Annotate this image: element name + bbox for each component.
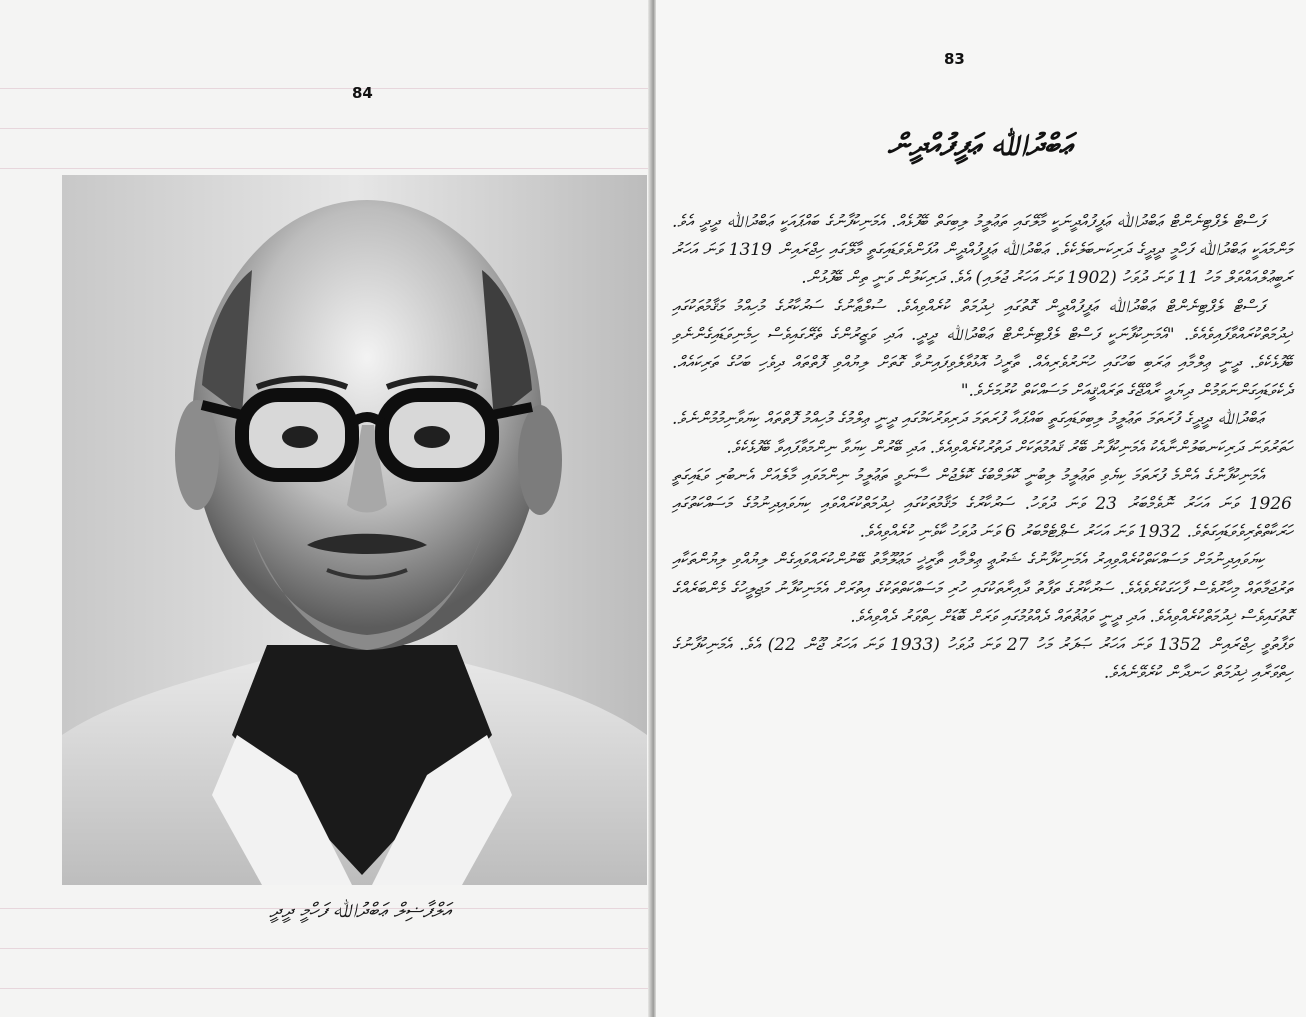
paragraph-5: ކިޔަވައިދިނުމަށް މަސައްކަތްކުރެއްވިއިރު އެމަނިކުފާނުގެ ޝަރުޢީ ޢިލްމާއި ތާރީޚީ މަޢުލޫމާތު ބޭނުންކުރައްވައިގެން ލިޔުއްވި ލިޔުންތަކާއި ތަރުޖަމާތައް މިހާރުވެސް ފާހަގަކުރެވެއެވެ. ސަރުކާރުގެ ތަފާތު ދާއިރާތަކުގައި ހުރި މަސައްކަތްތަކުގެ އިތުރަށް އެމަނިކުފާނު މަޖިލީހުގެ މެންބަރެއްގެ ގޮތުގައިވެސް ޚިދުމަތްކުރެއްވިއެވެ. އަދި ދީނީ ވަޢުޡުތައް ދެއްވުމުގައި ވަރަށް ބޮޑަށް ހިތްވަރު ދެއްވިއެވެ. [672,550,1292,627]
paragraph-4: އެމަނިކުފާނުގެ އެންމެ ފުރަތަމަ ކިޔެވި ތަޢުލީމު ލިބުނީ ކޮލަމްބުގެ ކޮލެޖުން ސާނަވީ ތަޢުލީމު ނިންމަވައި މާލެއަށް އެނބުރި ވަޑައިގަތީ 1926 ވަނަ އަހަރު ނޮވެމްބަރު 23 ވަނަ ދުވަހު. ސަރުކާރުގެ މަޤާމުތަކުގައި ޚިދުމަތްކުރައްވައި ކިޔަވައިދިނުމުގެ މަސައްކަތުގައި ހަރަކާތްތެރިވެވަޑައިގަތެވެ. 1932 ވަނަ އަހަރު ސެޕްޓެމްބަރު 6 ވަނަ ދުވަހު ކާވެނި ކުރެއްވިއެވެ. [672,465,1292,543]
page-number-right: 83 [944,50,965,68]
chapter-title: ޢަބްދުﷲ ޢަފީފުއްދީން [887,128,1073,163]
portrait-photo [62,175,647,885]
paragraph-6: ވަފާތުވީ ހިޖްރައިން 1352 ވަނަ އަހަރު ޞަފަރު މަހު 27 ވަނަ ދުވަހު (1933 ވަނަ އަހަރު ޖޫން 22) އެވެ. އެމަނިކުފާނުގެ ހިތްވަރާއި ޚިދުމަތް ހަނދާން ކުރެވޭނެއެވެ. [672,635,1292,684]
photo-caption: އަލްފާޟިލް ޢަބްދުﷲ ފަހްމީ ދީދީ [269,898,451,922]
paragraph-3: ޢަބްދުﷲ ދީދީގެ ފުރަތަމަ ތަޢުލީމު ލިބިވަޑައިގަތީ ބައްޕައާ ފުރަތަމަ ދަރިވަރުކަމުގައި ދީނީ ޢިލްމުގެ މުހިއްމު ފޮތްތައް ކިޔަވާނިމުމުންނެވެ. ހަތަރުވަނަ ދަރިކަނބަލުންނާއެކު އެމަނިކުފާނު ބޭރު ޤައުމުތަކަށް ދަތުރުކުރެއްވިއެވެ. އަދި ބޭރުން ކިޔަވާ ނިންމަވާފައިވާ ބޭފުޅެކެވެ. [672,409,1292,458]
left-page [0,0,652,1017]
article-body [672,208,1292,687]
paragraph-1: ފަސްޓް ލެފްޓިނެންޓް ޢަބްދުﷲ ޢަފީފުއްދީނަކީ މާލޭގައި ތަޢުލީމު ލިބިގަތް ބޭފުޅެއް. އެމަނިކުފާނުގެ ބައްޕައަކީ ޢަބްދުﷲ ދީދީ އެވެ. މަންމައަކީ ޢަބްދުﷲ ފަހްމީ ދީދީގެ ދަރިކަނބަލެކެވެ. ޢަބްދުﷲ ޢަފީފުއްދީން އުފަންވެވަޑައިގަތީ މާލޭގައި ހިޖްރައިން 1319 ވަނަ އަހަރު ރަބީޢުލްއައްވަލް މަހު 11 ވަނަ ދުވަހު (1902 ވަނަ އަހަރު ޖުލައި) އެވެ. ދަރިކަލުން ވަނީ ތިން ބޭފުޅުން. [672,212,1292,289]
page-number-left: 84 [352,84,373,102]
paragraph-2: ފަސްޓް ލެފްޓިނެންޓް ޢަބްދުﷲ ޢަފީފުއްދީން ގޮތުގައި ޚިދުމަތް ކުރެއްވިއެވެ. ސުލްޠާނުގެ ސަރުކާރުގެ މުހިއްމު މަޤާމުތަކުގައި ޚިދުމަތްކުރައްވާފައިވެއެވެ. "އެމަނިކުފާނަކީ ފަސްޓް ލެފްޓިނެންޓް ޢަބްދުﷲ ދީދީ. އަދި ވަޒީރުންގެ ތެރޭގައިވެސް ހިމެނިވަޑައިގެންނެވި ބޭފުޅެކެވެ. ދީނީ ޢިލްމާއި ޢަރަބި ބަހުގައި ހުނަރުވެރިއެއް. ތާރީޚު އޮޅުވާލެވިފައިނުވާ ގޮތަށް ލިޔުއްވި ފޮތްތައް ދިވެހި ބަހުގެ ތަރިކައެއް. ދެކެވަޑައިގަންނަވަމުން ދިޔައީ ރާއްޖޭގެ ތަރައްޤީއަށް މަސައްކަތް ކުރުމަށެވެ." [672,296,1292,402]
